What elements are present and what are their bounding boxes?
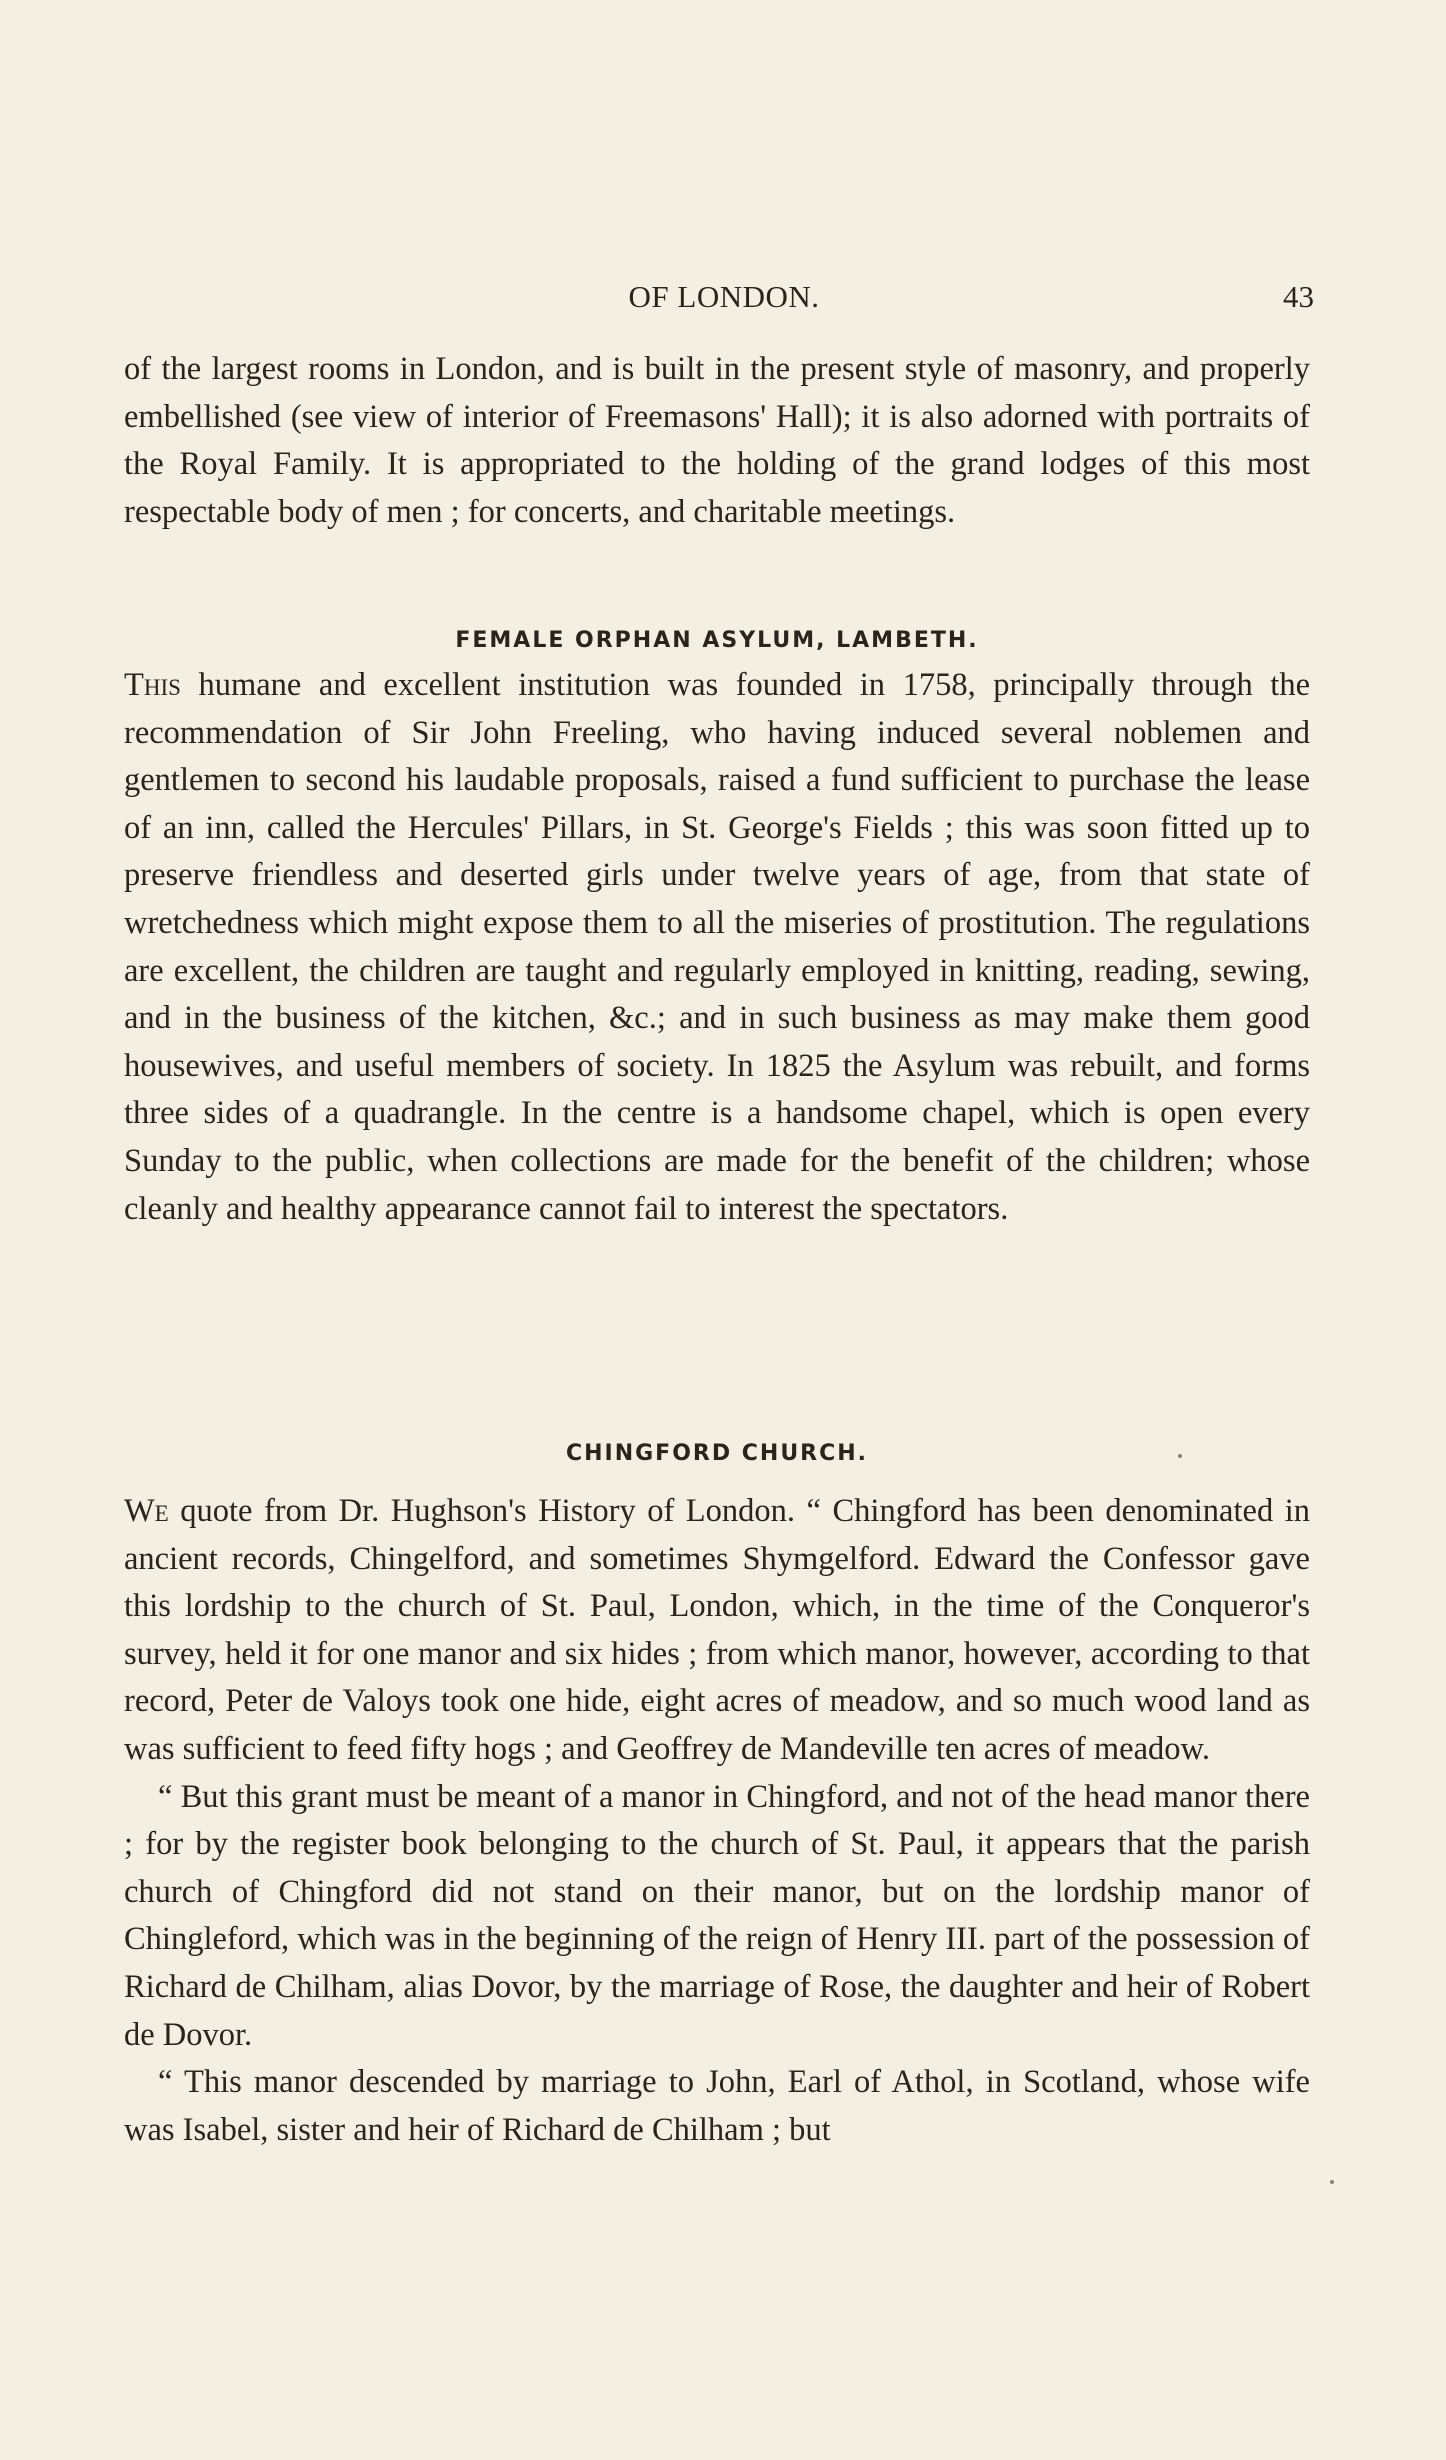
paper-speck [1178, 1454, 1182, 1458]
section-heading-chingford-church: CHINGFORD CHURCH. [565, 1441, 869, 1466]
paragraph: of the largest rooms in London, and is built in the present style of masonry, and properly embellished (see view of interior of Freemasons' Hall); it is also adorned with portraits of the Royal Family. It is appropriated to the holding of the grand lodges of this most respectable body of men ; for concerts, and charitable meetings. [124, 351, 1310, 530]
page-number: 43 [1283, 279, 1314, 314]
lead-word: We [124, 1493, 169, 1529]
lead-word: This [124, 667, 181, 703]
page-header [124, 272, 1324, 322]
section-heading-female-orphan-asylum: FEMALE ORPHAN ASYLUM, LAMBETH. [455, 628, 979, 653]
continued-paragraph-block [124, 346, 1310, 536]
paragraph [124, 662, 1310, 1233]
paragraph-body: humane and excellent institution was founded in 1758, principally through the recommendation of Sir John Freeling, who having induced several noblemen and gentlemen to second his laudable proposals, raised a fund sufficient to purchase the lease of an inn, called the Hercules' Pillars, in St. George's Fields ; this was soon fitted up to preserve friendless and deserted girls under twelve years of age, from that state of wretchedness which might expose them to all the miseries of prostitution. The regulations are excellent, the children are taught and regularly employed in knitting, reading, sewing, and in the business of the kitchen, &c.; and in such business as may make them good housewives, and useful members of society. In 1825 the Asylum was rebuilt, and forms three sides of a quadrangle. In the centre is a handsome chapel, which is open every Sunday to the public, when collections are made for the benefit of the children; whose cleanly and healthy appearance cannot fail to interest the spectators. [124, 667, 1310, 1227]
paragraph: “ This manor descended by marriage to John, Earl of Athol, in Scotland, whose wife was Isabel, sister and heir of Richard de Chilham ; but [124, 2064, 1310, 2148]
paragraph: “ But this grant must be meant of a manor in Chingford, and not of the head manor there ; for by the register book belonging to the church of St. Paul, it appears that the parish church of Chingford did not stand on their manor, but on the lordship manor of Chingleford, which was in the beginning of the reign of Henry III. part of the possession of Richard de Chilham, alias Dovor, by the marriage of Rose, the daughter and heir of Robert de Dovor. [124, 1778, 1310, 2053]
chingford-church-text [124, 1488, 1310, 2154]
paragraph [124, 1488, 1310, 1774]
paper-speck [1330, 2180, 1334, 2184]
female-orphan-asylum-text [124, 662, 1310, 1233]
paragraph-body: quote from Dr. Hughson's History of London. “ Chingford has been denominated in ancient records, Chingelford, and sometimes Shymgelford. Edward the Confessor gave this lordship to the church of St. Paul, London, which, in the time of the Conqueror's survey, held it for one manor and six hides ; from which manor, however, according to that record, Peter de Valoys took one hide, eight acres of meadow, and so much wood land as was sufficient to feed fifty hogs ; and Geoffrey de Mandeville ten acres of meadow. [124, 1493, 1310, 1767]
running-title: OF LONDON. [628, 279, 820, 314]
